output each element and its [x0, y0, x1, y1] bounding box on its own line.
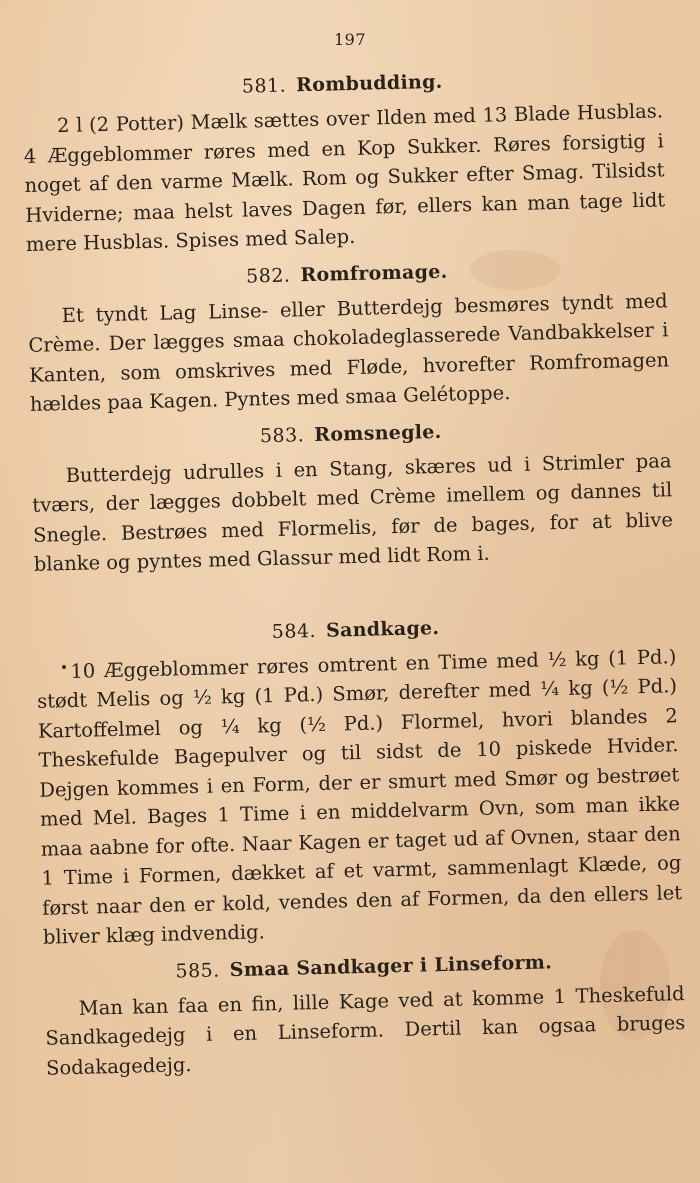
recipe-body: Et tyndt Lag Linse- eller Butterdejg besmøres tyndt med Crème. Der lægges smaa chokoladeglasserede Vandbakkelser i Kanten, som omskrives med Fløde, hvorefter Romfromagen hældes paa Kagen. Pyntes med smaa Gelétoppe.: [28, 288, 670, 416]
recipe-title: Romsnegle.: [313, 420, 442, 446]
recipe-body: 10 Æggeblommer røres omtrent en Time med ½ kg (1 Pd.) stødt Melis og ½ kg (1 Pd.) Smør, derefter med ¼ kg (½ Pd.) Kartoffelmel og ¼ kg (½ Pd.) Flormel, hvori blandes 2 Theskefulde Bagepulver og til sidst de 10 piskede Hvider. Dejgen kommes i en Form, der er smurt med Smør og bestrøet med Mel. Bages 1 Time i en middelvarm Ovn, som man ikke maa aabne for ofte. Naar Kagen er taget ud af Ovnen, staar den 1 Time i Formen, dækket af et varmt, sammenlagt Klæde, og først naar den er kold, vendes den af Formen, da den ellers let bliver klæg indvendig.: [36, 644, 683, 949]
recipe-number: 584.: [271, 619, 317, 643]
recipe-584: [35, 610, 683, 953]
page-number: 197: [333, 30, 367, 49]
recipe-number: 583.: [259, 423, 305, 447]
recipe-number: 581.: [241, 74, 287, 98]
recipe-list: [22, 64, 686, 1082]
recipe-582: [27, 254, 670, 420]
recipe-585: [44, 947, 687, 1083]
recipe-title: Smaa Sandkager i Linseform.: [229, 950, 553, 981]
recipe-title: Rombudding.: [295, 70, 443, 97]
recipe-title: Sandkage.: [325, 616, 440, 642]
recipe-number: 582.: [245, 264, 291, 288]
recipe-number: 585.: [175, 958, 221, 983]
recipe-body: Man kan faa en fin, lille Kage ved at komme 1 Theskefuld Sandkagedejg i en Linseform. Dertil kan ogsaa bruges Sodakagedejg.: [45, 981, 686, 1080]
recipe-body: Butterdejg udrulles i en Stang, skæres ud i Strimler paa tværs, der lægges dobbelt med Crème imellem og dannes til Snegle. Bestrøes med Flormelis, før de bages, for at blive blanke og pyntes med Glassur med lidt Rom i.: [32, 448, 674, 576]
recipe-title: Romfromage.: [300, 260, 448, 286]
recipe-583: [31, 414, 674, 580]
recipe-body: 2 l (2 Potter) Mælk sættes over Ilden med 13 Blade Husblas. 4 Æggeblommer røres med en Kop Sukker. Røres forsigtig i noget af den varme Mælk. Rom og Sukker efter Smag. Tilsidst Hviderne; maa helst laves Dagen før, ellers kan man tage lidt mere Husblas. Spises med Salep.: [23, 99, 666, 256]
recipe-581: [22, 64, 666, 259]
